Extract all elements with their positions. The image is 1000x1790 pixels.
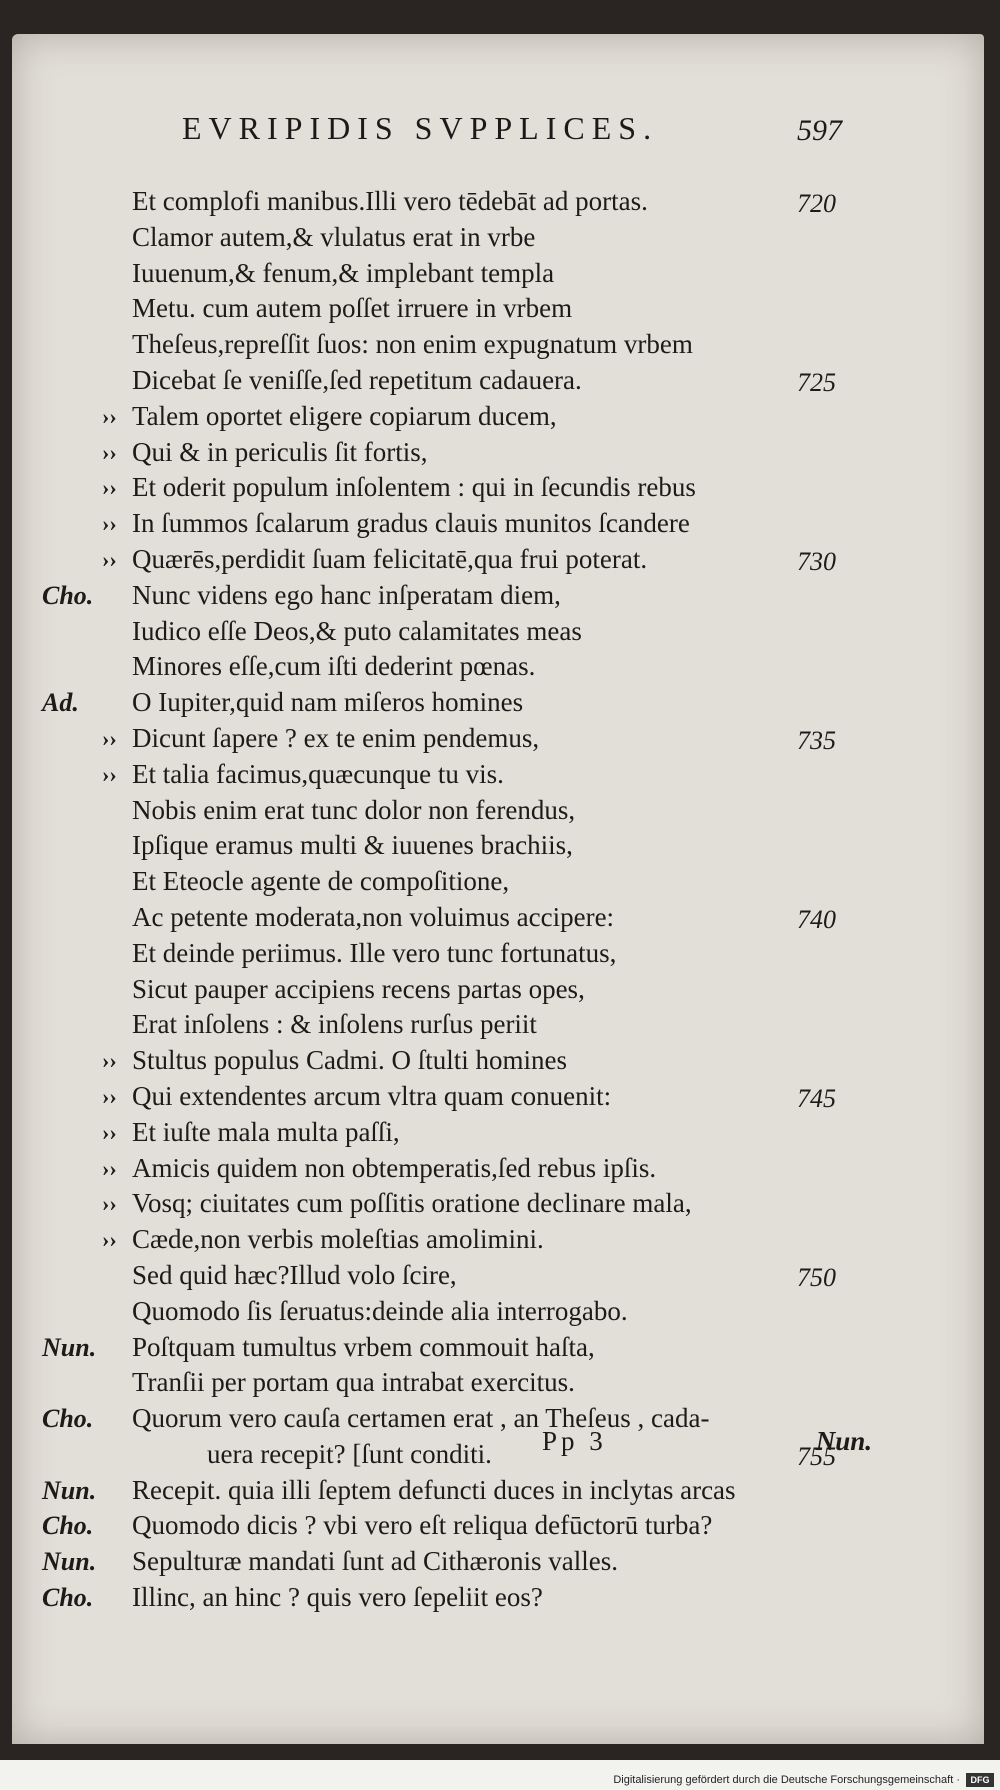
- line-number: 720: [797, 189, 836, 218]
- page-header: [182, 102, 842, 162]
- verse-line: [32, 828, 852, 864]
- verse-line: [32, 1294, 852, 1330]
- line-text: Stultus populus Cadmi. O ſtulti homines: [132, 1045, 568, 1076]
- line-text: Qui & in periculis ſit fortis,: [132, 436, 428, 467]
- verse-line: [32, 399, 852, 435]
- dfg-logo: DFG: [966, 1773, 994, 1787]
- line-text: Nunc videns ego hanc inſperatam diem,: [132, 579, 561, 610]
- line-text: Theſeus,repreſſit ſuos: non enim expugnatum vrbem: [132, 329, 693, 360]
- sententia-mark: ››: [102, 1155, 117, 1181]
- verse-line: [32, 435, 852, 471]
- verse-line: [32, 1473, 852, 1509]
- verse-line: [32, 1115, 852, 1151]
- speaker-label: Cho.: [42, 1583, 94, 1613]
- line-text: Cæde,non verbis moleſtias amolimini.: [132, 1224, 544, 1255]
- line-text: Quomodo ſis ſeruatus:deinde alia interrogabo.: [132, 1295, 628, 1326]
- page-footer: [542, 1426, 872, 1466]
- speaker-label: Ad.: [42, 688, 79, 718]
- line-text: Nobis enim erat tunc dolor non ferendus,: [132, 794, 576, 825]
- verse-line: [32, 327, 852, 363]
- sententia-mark: ››: [102, 511, 117, 537]
- line-text: Minores eſſe,cum iſti dederint pœnas.: [132, 651, 536, 682]
- verse-line: [32, 363, 852, 399]
- running-title: EVRIPIDIS SVPPLICES.: [182, 110, 659, 146]
- sententia-mark: ››: [102, 1191, 117, 1217]
- verse-line: [32, 1151, 852, 1187]
- line-text: Et Eteocle agente de compoſitione,: [132, 866, 510, 897]
- speaker-label: Nun.: [42, 1332, 97, 1362]
- verse-line: [32, 685, 852, 721]
- line-text: Metu. cum autem poſſet irruere in vrbem: [132, 293, 573, 324]
- line-text: Et complofi manibus.Illi vero tēdebāt ad portas.: [132, 186, 648, 216]
- line-text: Sepulturæ mandati ſunt ad Cithæronis valles.: [132, 1546, 618, 1577]
- verse-line: [32, 470, 852, 506]
- verse-line: [32, 506, 852, 542]
- line-number: 755: [797, 1441, 836, 1471]
- verse-line: [32, 721, 852, 757]
- line-text: Quomodo dicis ? vbi vero eſt reliqua defūctorū turba?: [132, 1510, 713, 1541]
- line-text: Sicut pauper accipiens recens partas opes,: [132, 973, 585, 1004]
- line-text: Et talia facimus,quæcunque tu vis.: [132, 758, 504, 789]
- verse-line: [32, 757, 852, 793]
- line-number: 750: [797, 1262, 836, 1292]
- line-text: Talem oportet eligere copiarum ducem,: [132, 400, 557, 431]
- line-number: 740: [797, 904, 836, 934]
- verse-line: [32, 1258, 852, 1294]
- line-number: 735: [797, 725, 836, 755]
- signature-mark: Pp 3: [542, 1426, 607, 1456]
- line-text: Erat inſolens : & inſolens rurſus periit: [132, 1009, 537, 1040]
- line-text: Dicebat ſe veniſſe,ſed repetitum cadauera.: [132, 364, 582, 395]
- sententia-mark: ››: [102, 1048, 117, 1074]
- line-number: 730: [797, 546, 836, 576]
- line-text: Illinc, an hinc ? quis vero ſepeliit eos?: [132, 1582, 543, 1613]
- verse-line: [32, 1186, 852, 1222]
- line-text: Et iuſte mala multa paſſi,: [132, 1116, 400, 1147]
- line-text: Iudico eſſe Deos,& puto calamitates meas: [132, 615, 582, 646]
- line-text: Et oderit populum inſolentem : qui in ſecundis rebus: [132, 472, 696, 503]
- line-text: Iuuenum,& fenum,& implebant templa: [132, 257, 555, 288]
- sententia-mark: ››: [102, 1119, 117, 1145]
- book-page: [12, 34, 984, 1744]
- verse-line: [32, 1222, 852, 1258]
- sententia-mark: ››: [102, 403, 117, 429]
- verse-line: [32, 649, 852, 685]
- line-text: uera recepit? [ſunt conditi.: [207, 1438, 492, 1469]
- line-text: Tranſii per portam qua intrabat exercitus.: [132, 1367, 575, 1398]
- line-number: 725: [797, 367, 836, 397]
- line-text: Dicunt ſapere ? ex te enim pendemus,: [132, 722, 540, 753]
- sententia-mark: ››: [102, 475, 117, 501]
- verse-line: [32, 1580, 852, 1616]
- line-text: Quorum vero cauſa certamen erat , an Theſeus , cada-: [132, 1403, 710, 1434]
- verse-line: [32, 1365, 852, 1401]
- sententia-mark: ››: [102, 546, 117, 572]
- sententia-mark: ››: [102, 761, 117, 787]
- verse-line: [32, 864, 852, 900]
- verse-line: [32, 936, 852, 972]
- verse-line: [32, 542, 852, 578]
- line-text: Poſtquam tumultus vrbem commouit haſta,: [132, 1331, 595, 1362]
- verse-line: [32, 184, 852, 220]
- verse-line: [32, 220, 852, 256]
- line-text: Qui extendentes arcum vltra quam conuenit:: [132, 1080, 612, 1111]
- verse-line: [32, 972, 852, 1008]
- catchword: Nun.: [815, 1426, 872, 1456]
- line-number: 745: [797, 1083, 836, 1113]
- text-block: [32, 184, 852, 1616]
- line-text: O Iupiter,quid nam miſeros homines: [132, 687, 524, 718]
- verse-line: [32, 1544, 852, 1580]
- speaker-label: Cho.: [42, 1404, 94, 1434]
- verse-line: [32, 1330, 852, 1366]
- line-text: Clamor autem,& vlulatus erat in vrbe: [132, 221, 536, 252]
- line-text: Et deinde periimus. Ille vero tunc fortunatus,: [132, 937, 617, 968]
- verse-line: [32, 1508, 852, 1544]
- speaker-label: Cho.: [42, 1511, 94, 1541]
- sententia-mark: ››: [102, 439, 117, 465]
- speaker-label: Nun.: [42, 1475, 97, 1505]
- line-text: In ſummos ſcalarum gradus clauis munitos ſcandere: [132, 508, 690, 539]
- speaker-label: Nun.: [42, 1547, 97, 1577]
- line-text: Ac petente moderata,non voluimus accipere:: [132, 901, 615, 932]
- line-text: Vosq; ciuitates cum poſſitis oratione declinare mala,: [132, 1188, 692, 1219]
- verse-line: [32, 1007, 852, 1043]
- verse-line: [32, 1043, 852, 1079]
- line-text: Ipſique eramus multi & iuuenes brachiis,: [132, 830, 573, 861]
- sententia-mark: ››: [102, 1083, 117, 1109]
- line-text: Recepit. quia illi ſeptem defuncti duces in inclytas arcas: [132, 1474, 736, 1505]
- verse-line: [32, 793, 852, 829]
- sententia-mark: ››: [102, 725, 117, 751]
- digitization-credit: Digitalisierung gefördert durch die Deutsche Forschungsgemeinschaft ·: [613, 1774, 960, 1786]
- sententia-mark: ››: [102, 1227, 117, 1253]
- verse-line: [32, 900, 852, 936]
- speaker-label: Cho.: [42, 580, 94, 610]
- page-number: 597: [797, 114, 842, 147]
- line-text: Quærēs,perdidit ſuam felicitatē,qua frui poterat.: [132, 543, 648, 574]
- line-text: Sed quid hæc?Illud volo ſcire,: [132, 1259, 457, 1290]
- verse-line: [32, 291, 852, 327]
- verse-line: [32, 578, 852, 614]
- verse-line: [32, 614, 852, 650]
- line-text: Amicis quidem non obtemperatis,ſed rebus ipſis.: [132, 1152, 657, 1183]
- verse-line: [32, 1079, 852, 1115]
- verse-line: [32, 256, 852, 292]
